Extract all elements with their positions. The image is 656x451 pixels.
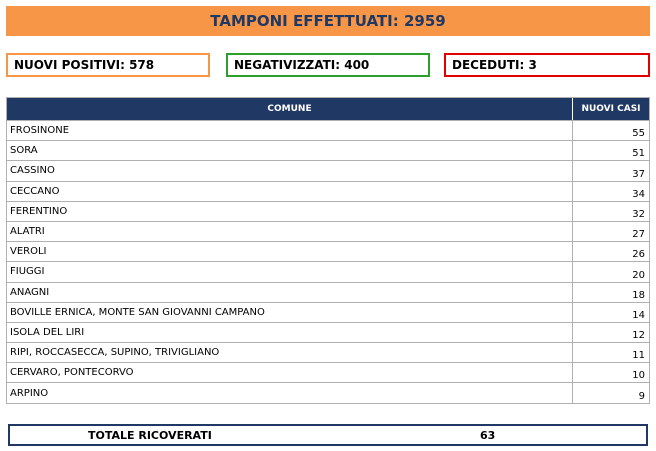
- cell-nuovi-casi: 9: [638, 390, 645, 402]
- totale-ricoverati-value: 63: [480, 429, 496, 442]
- cell-comune: ISOLA DEL LIRI: [7, 323, 573, 342]
- table-row: [7, 342, 649, 362]
- cell-comune: SORA: [7, 141, 573, 160]
- cell-nuovi-casi: 10: [632, 370, 645, 382]
- table-row: [7, 302, 649, 322]
- cell-nuovi-casi: 34: [632, 188, 645, 200]
- cell-comune: CERVARO, PONTECORVO: [7, 363, 573, 382]
- cell-nuovi-casi: 14: [632, 309, 645, 321]
- cell-comune: VEROLI: [7, 242, 573, 261]
- table-row: [7, 221, 649, 241]
- table-row: [7, 282, 649, 302]
- cell-comune: ARPINO: [7, 383, 573, 402]
- cell-comune: CECCANO: [7, 182, 573, 201]
- deceduti-box: [444, 53, 650, 77]
- cell-comune: FIUGGI: [7, 262, 573, 281]
- nuovi-positivi-box: [6, 53, 210, 77]
- table-row: [7, 201, 649, 221]
- totale-ricoverati-label: TOTALE RICOVERATI: [88, 429, 212, 442]
- cell-comune: CASSINO: [7, 161, 573, 180]
- nuovi-positivi-text: NUOVI POSITIVI: 578: [14, 58, 155, 72]
- cell-comune: RIPI, ROCCASECCA, SUPINO, TRIVIGLIANO: [7, 343, 573, 362]
- table-row: [7, 261, 649, 281]
- negativizzati-text: NEGATIVIZZATI: 400: [234, 58, 370, 72]
- negativizzati-box: [226, 53, 430, 77]
- comuni-table: [6, 97, 650, 404]
- cell-nuovi-casi: 20: [632, 269, 645, 281]
- banner-title: TAMPONI EFFETTUATI: 2959: [210, 12, 446, 30]
- cell-comune: BOVILLE ERNICA, MONTE SAN GIOVANNI CAMPANO: [7, 303, 573, 322]
- table-row: [7, 140, 649, 160]
- cell-nuovi-casi: 18: [632, 289, 645, 301]
- table-header: [7, 98, 649, 120]
- totale-ricoverati-box: [8, 424, 648, 446]
- cell-comune: FERENTINO: [7, 202, 573, 221]
- table-row: [7, 181, 649, 201]
- tamponi-banner: [6, 6, 650, 36]
- cell-nuovi-casi: 32: [632, 208, 645, 220]
- cell-nuovi-casi: 11: [632, 350, 645, 362]
- cell-nuovi-casi: 26: [632, 249, 645, 261]
- table-row: [7, 160, 649, 180]
- cell-comune: ALATRI: [7, 222, 573, 241]
- table-row: [7, 120, 649, 140]
- cell-comune: ANAGNI: [7, 283, 573, 302]
- cell-nuovi-casi: 51: [632, 148, 645, 160]
- table-row: [7, 322, 649, 342]
- table-row: [7, 362, 649, 382]
- table-row: [7, 241, 649, 261]
- cell-nuovi-casi: 55: [632, 128, 645, 140]
- header-nuovi-casi: NUOVI CASI: [581, 104, 641, 114]
- cell-nuovi-casi: 37: [632, 168, 645, 180]
- table-row: [7, 382, 649, 402]
- table-body: [7, 120, 649, 403]
- deceduti-text: DECEDUTI: 3: [452, 58, 537, 72]
- header-comune: COMUNE: [7, 98, 573, 120]
- cell-nuovi-casi: 27: [632, 229, 645, 241]
- cell-comune: FROSINONE: [7, 121, 573, 140]
- cell-nuovi-casi: 12: [632, 330, 645, 342]
